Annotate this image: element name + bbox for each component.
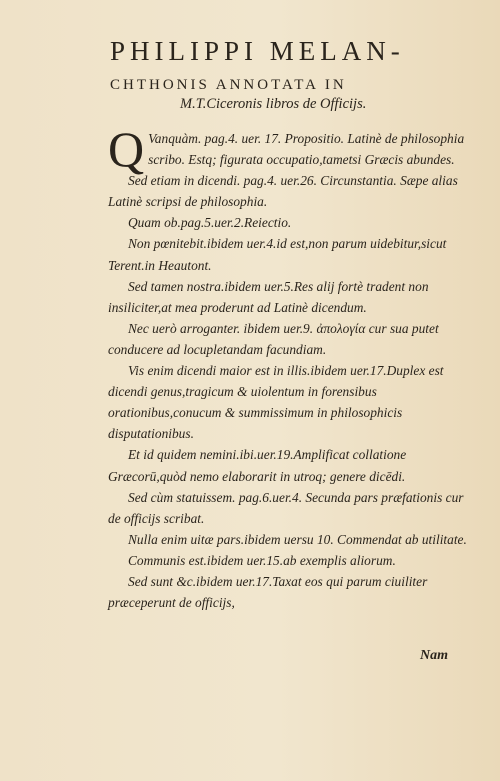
catchword: Nam bbox=[420, 648, 448, 663]
paragraph-8: Et id quidem nemini.ibi.uer.19.Amplificat collatione Græcorū,quòd nemo elaborarit in utroq; genere dicēdi. bbox=[108, 447, 407, 484]
title-line-2: CHTHONIS ANNOTATA IN bbox=[110, 77, 347, 93]
paragraph-10: Nulla enim uitæ pars.ibidem uersu 10. Commendat ab utilitate. bbox=[128, 531, 467, 547]
paragraph-4: Non pœnitebit.ibidem uer.4.id est,non parum uidebitur,sicut Terent.in Heautont. bbox=[108, 236, 447, 273]
paragraph-2: Sed etiam in dicendi. pag.4. uer.26. Circunstantia. Sæpe alias Latinè scripsi de philosophia. bbox=[108, 173, 458, 210]
annotation-text bbox=[108, 121, 470, 613]
paragraph-1 bbox=[108, 121, 470, 177]
paragraph-12: Sed sunt &c.ibidem uer.17.Taxat eos qui parum ciuiliter præceperunt de officijs, bbox=[108, 573, 428, 611]
paragraph-3: Quam ob.pag.5.uer.2.Reiectio. bbox=[128, 215, 292, 231]
paragraph-9: Sed cùm statuissem. pag.6.uer.4. Secunda pars præfationis cur de officijs scribat. bbox=[108, 489, 464, 526]
paragraph-7: Vis enim dicendi maior est in illis.ibidem uer.17.Duplex est dicendi genus,tragicum & uiolentum in forensibus orationibus,conucum & summissimum in philosophicis disputationibus. bbox=[108, 363, 444, 442]
paragraph-6: Nec uerò arroganter. ibidem uer.9. ἀπολογία cur sua putet conducere ad locupletandam facundiam. bbox=[108, 320, 439, 357]
paragraph-5: Sed tamen nostra.ibidem uer.5.Res alij fortè tradent non insiliciter,at mea proderunt ad Latinè dicendum. bbox=[108, 278, 429, 315]
initial-letter: Q bbox=[108, 121, 145, 177]
title-line-3: M.T.Ciceronis libros de Officijs. bbox=[180, 96, 367, 112]
paragraph-1-text: Vanquàm. pag.4. uer. 17. Propositio. Latinè de philosophia scribo. Estq; figurata occupatio,tametsi Græcis abundes. bbox=[148, 131, 465, 168]
title-line-1: PHILIPPI MELAN- bbox=[110, 36, 405, 66]
paragraph-11: Communis est.ibidem uer.15.ab exemplis aliorum. bbox=[128, 552, 396, 568]
